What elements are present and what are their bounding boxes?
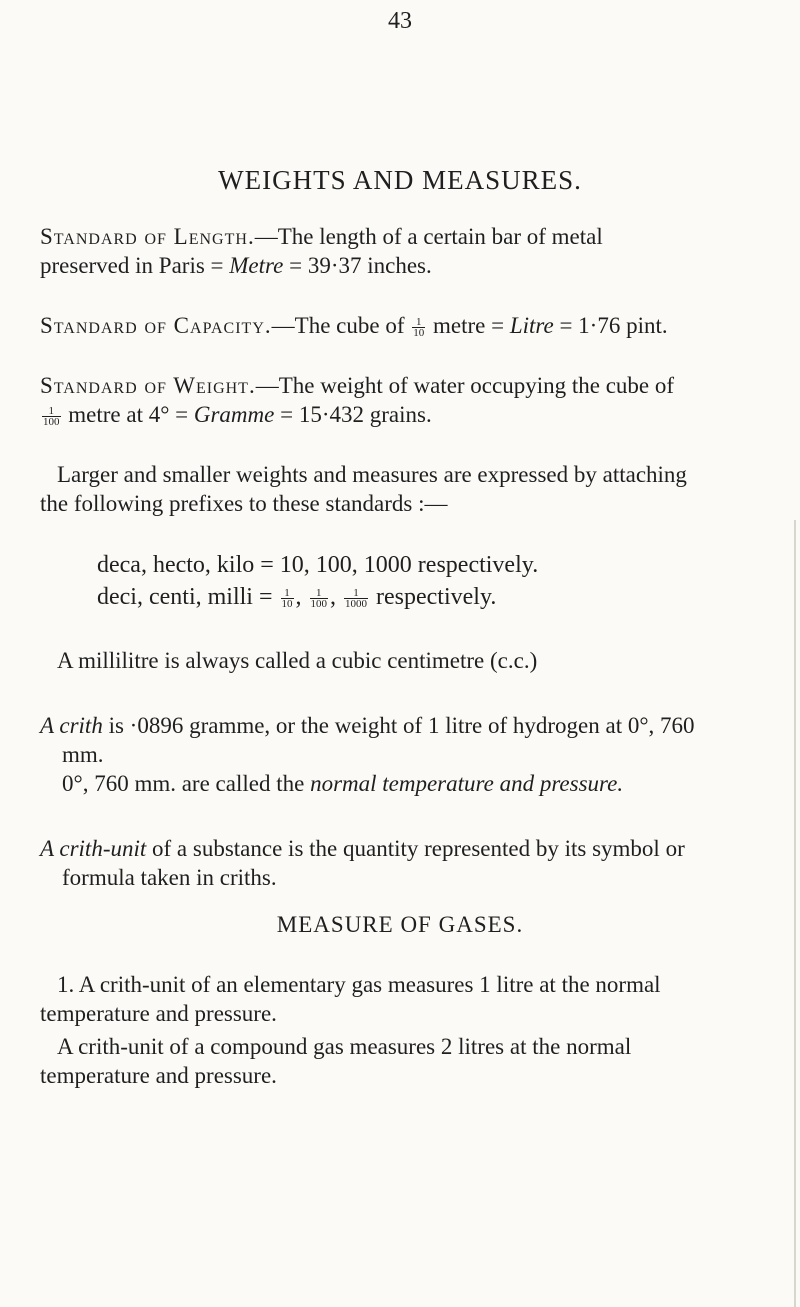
- page-number: 43: [388, 8, 412, 34]
- fraction-centi: $\frac{1}{100}$: [310, 586, 327, 610]
- metre-term: Metre: [229, 253, 284, 278]
- standard-capacity-paragraph: Standard of Capacity.—The cube of $\frac{1}{10}$ metre = Litre = 1·76 pint.: [40, 313, 668, 340]
- standard-weight-label: Standard of Weight.: [40, 373, 256, 398]
- millilitre-paragraph: A millilitre is always called a cubic centimetre (c.c.): [57, 648, 538, 673]
- section-heading: MEASURE OF GASES.: [276, 912, 524, 937]
- crith-unit-term: A crith-unit: [40, 836, 147, 861]
- page-title: WEIGHTS AND MEASURES.: [218, 165, 582, 195]
- standard-length-paragraph: Standard of Length.—The length of a certain bar of metal preserved in Paris = Metre = 39·37 inches.: [40, 224, 603, 278]
- crith-definition: A crith is ·0896 gramme, or the weight of 1 litre of hydrogen at 0°, 760 mm.: [40, 713, 695, 767]
- page-edge: [794, 520, 796, 1307]
- fraction-deci: $\frac{1}{10}$: [281, 586, 293, 610]
- prefix-submultiples-line: deci, centi, milli = $\frac{1}{10}$ , $\frac{1}{100}$ , $\frac{1}{1000}$ respectively.: [97, 584, 497, 610]
- crith-unit-definition: A crith-unit of a substance is the quantity represented by its symbol or formula taken in criths.: [40, 836, 685, 890]
- crith-term: A crith: [40, 713, 103, 738]
- fraction-one-tenth: $\frac{1}{10}$: [413, 316, 425, 340]
- litre-term: Litre: [509, 313, 554, 338]
- gas-rule-compound: A crith-unit of a compound gas measures 2 litres at the normal temperature and pressure.: [40, 1034, 632, 1088]
- fraction-one-hundredth: $\frac{1}{100}$: [43, 405, 60, 429]
- normal-temperature-term: normal temperature and pressure.: [310, 771, 624, 796]
- standard-weight-paragraph: Standard of Weight.—The weight of water occupying the cube of $\frac{1}{100}$ metre at 4° = Gramme = 15·432 grains.: [40, 373, 675, 429]
- standard-length-label: Standard of Length.: [40, 224, 255, 249]
- normal-conditions-note: 0°, 760 mm. are called the normal temperature and pressure.: [62, 771, 624, 796]
- gas-rule-elementary: 1. A crith-unit of an elementary gas measures 1 litre at the normal temperature and pressure.: [40, 972, 661, 1026]
- standard-capacity-label: Standard of Capacity.: [40, 313, 272, 338]
- prefix-multiples-line: deca, hecto, kilo = 10, 100, 1000 respectively.: [97, 552, 539, 578]
- prefixes-intro: Larger and smaller weights and measures are expressed by attaching the following prefixes to these standards :—: [40, 462, 687, 516]
- fraction-milli: $\frac{1}{1000}$: [345, 586, 367, 610]
- gramme-term: Gramme: [193, 402, 275, 427]
